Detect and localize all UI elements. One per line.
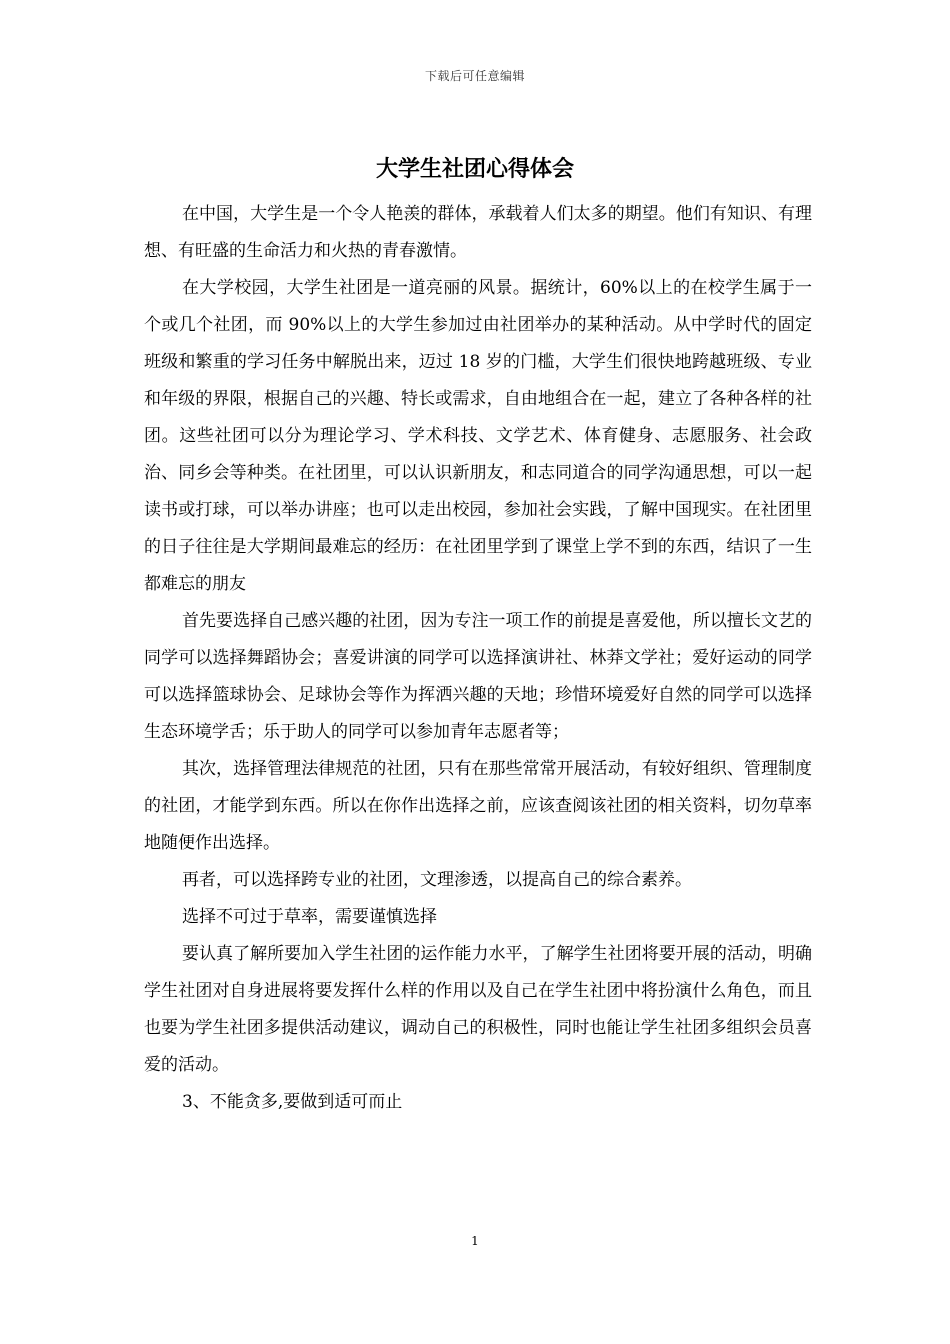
paragraph: 要认真了解所要加入学生社团的运作能力水平，了解学生社团将要开展的活动，明确学生社团对自身进展将要发挥什么样的作用以及自己在学生社团中将扮演什么角色，而且也要为学生社团多提供活动建议，调动自己的积极性，同时也能让学生社团多组织会员喜爱的活动。: [144, 944, 812, 1075]
document-body: [144, 196, 812, 1121]
paragraph: 在大学校园，大学生社团是一道亮丽的风景。据统计，60%以上的在校学生属于一个或几个社团，而 90%以上的大学生参加过由社团举办的某种活动。从中学时代的固定班级和繁重的学习任务中解脱出来，迈过 18 岁的门槛，大学生们很快地跨越班级、专业和年级的界限，根据自己的兴趣、特长或需求，自由地组合在一起，建立了各种各样的社团。这些社团可以分为理论学习、学术科技、文学艺术、体育健身、志愿服务、社会政治、同乡会等种类。在社团里，可以认识新朋友，和志同道合的同学沟通思想，可以一起读书或打球，可以举办讲座；也可以走出校园，参加社会实践，了解中国现实。在社团里的日子往往是大学期间最难忘的经历：在社团里学到了课堂上学不到的东西，结识了一生都难忘的朋友: [144, 278, 812, 594]
paragraph: 选择不可过于草率，需要谨慎选择: [182, 907, 437, 927]
paragraph: 再者，可以选择跨专业的社团，文理渗透，以提高自己的综合素养。: [182, 870, 692, 890]
paragraph: 在中国，大学生是一个令人艳羡的群体，承载着人们太多的期望。他们有知识、有理想、有旺盛的生命活力和火热的青春激情。: [144, 204, 812, 261]
header-note: 下载后可任意编辑: [424, 69, 525, 83]
document-title: 大学生社团心得体会: [375, 156, 574, 182]
paragraph: 其次，选择管理法律规范的社团，只有在那些常常开展活动，有较好组织、管理制度的社团，才能学到东西。所以在你作出选择之前，应该查阅该社团的相关资料，切勿草率地随便作出选择。: [144, 759, 812, 853]
page-number: 1: [471, 1234, 479, 1248]
paragraph: 首先要选择自己感兴趣的社团，因为专注一项工作的前提是喜爱他，所以擅长文艺的同学可以选择舞蹈协会；喜爱讲演的同学可以选择演讲社、林莽文学社；爱好运动的同学可以选择篮球协会、足球协会等作为挥洒兴趣的天地；珍惜环境爱好自然的同学可以选择生态环境学舌；乐于助人的同学可以参加青年志愿者等；: [144, 611, 812, 742]
paragraph: 3、不能贪多,要做到适可而止: [182, 1092, 403, 1112]
